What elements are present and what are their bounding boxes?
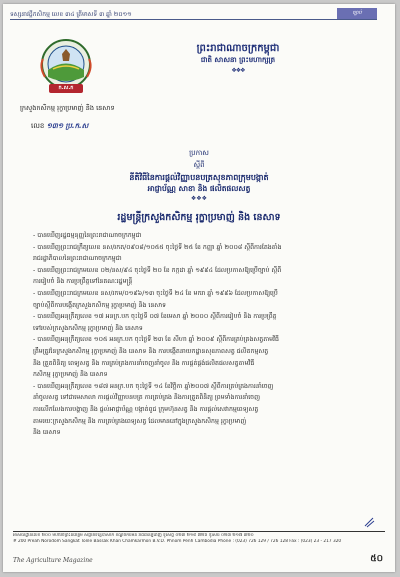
- title-about: ស្តីពី: [193, 161, 205, 169]
- preamble-line: - បានឃើញព្រះរាជក្រឹត្យលេខ នស/រកត/០៩០៨/១០៥៥ ចុះថ្ងៃទី ២៥ ខែ កញ្ញា ឆ្នាំ ២០០៨ ស្តីពីការតែងតាំង: [33, 243, 282, 251]
- kingdom-heading: ព្រះរាជាណាចក្រកម្ពុជា: [196, 43, 280, 54]
- section-badge: ច្បាប់: [337, 8, 377, 19]
- preamble-line: រាជរដ្ឋាភិបាលនៃព្រះរាជាណាចក្រកម្ពុជា: [33, 255, 122, 263]
- preamble-line: នាំចូលសត្វ ទៅជាមេសាលា ការផ្តល់វិញ្ញាបនបត្រ ការគ្រប់គ្រង និងការត្រួតពិនិត្យ ព្រមទាំងការនាំចេញ: [33, 394, 260, 402]
- preamble-line: ការលើកលែងការបង្ហាញ និង ផ្តល់អាជ្ញាប័ណ្ណ បង្កាត់ពូជ ក្រុមហ៊ុនសត្វ និង ការផ្តល់សេវាកម្មពេទ្យសត្វ: [33, 405, 259, 413]
- ornament-divider-2: ❖❖❖: [190, 195, 208, 202]
- ministry-logo: [31, 37, 101, 97]
- ref-suffix: ប្រ.ក.ស: [65, 122, 89, 130]
- preamble-line: ការរៀបចំ និង ការប្រព្រឹត្តទៅនៃគណៈរដ្ឋមន្ត្រី: [33, 278, 133, 286]
- preamble-line: - បានឃើញអនុក្រឹត្យលេខ ១៧ អនក្រ.បក ចុះថ្ងៃទី ០៧ ខែមេសា ឆ្នាំ ២០០០ ស្តីពីការរៀបចំ និង ការប្រព្រឹត្ត: [33, 313, 277, 321]
- preamble-line: និង ត្រួតពិនិត្យ ពេទ្យសត្វ និង ការគ្រប់គ្រងការនាំចេញនាំចូល និង ការផ្គត់ផ្គង់ផលិតផលសត្វតាមវិធី: [33, 359, 255, 367]
- handwritten-mark-icon: [363, 516, 375, 528]
- preamble-line: ច្បាប់ស្តីពីការបង្កើតក្រសួងកសិកម្ម រុក្ខាប្រមាញ់ និង នេសាទ: [33, 301, 167, 309]
- preamble-line: - បានឃើញព្រះរាជក្រមលេខ នស/រកម/០១៩៦/១៣ ចុះថ្ងៃទី ២៤ ខែ មករា ឆ្នាំ ១៩៩៦ ដែលប្រកាសឱ្យប្រើ: [33, 289, 278, 297]
- preamble-line: ទៅរបស់ក្រសួងកសិកម្ម រុក្ខាប្រមាញ់ និង នេសាទ: [33, 324, 143, 332]
- running-title: ទស្សនាវដ្តីកសិកម្ម លេខ ៣៤ ត្រីមាសទី ៣ ឆ្នាំ ២០១១: [10, 11, 132, 18]
- national-motto: ជាតិ សាសនា ព្រះមហាក្សត្រ: [200, 56, 276, 64]
- ornament-divider: ❖❖❖: [231, 67, 245, 74]
- ref-prefix: លេខ: [31, 122, 45, 130]
- title-line-1: នីតិវិធីនៃការផ្តល់វិញ្ញាបនបត្រសុខភាពក្រុមបង្កាត់: [129, 173, 269, 182]
- preamble-list: [33, 230, 368, 439]
- preamble-line: ត្រឹមត្រូវនៃក្រសួងកសិកម្ម រុក្ខាប្រមាញ់ និង នេសាទ និង ការបង្កើតនាយកដ្ឋានសុខភាពសត្វ ផលិតកម្មសត្វ: [33, 347, 269, 355]
- document-page: [3, 4, 395, 572]
- preamble-line: តាមរយៈក្រសួងកសិកម្ម និង ការគ្រប់គ្រងពេទ្យសត្វ ដែលមាននៅក្នុងក្រសួងកសិកម្ម រុក្ខាប្រមាញ់: [33, 417, 247, 425]
- footer-divider: [13, 531, 385, 532]
- preamble-line: - បានឃើញអនុក្រឹត្យលេខ ១០៥ អនក្រ.បក ចុះថ្ងៃទី ២៣ ខែ សីហា ឆ្នាំ ២០០៩ ស្តីពីការគ្រប់គ្រងសត្វតាមវិធី: [33, 336, 279, 344]
- footer-address-khmer: អាសយដ្ឋានលេខ ២០០ មហាវិថីព្រះនរោត្តម សង្កាត់ទន្លេបាសាក់ ខណ្ឌចំការមន រាជធានីភ្នំពេញ ទូរស័ព្ទ ០២៣ ២១៨ ៧២៦ ទូរសារ ០២៣ ២១៧ ៣២០: [13, 533, 254, 538]
- magazine-name: The Agriculture Magazine: [13, 557, 93, 564]
- preamble-line: និង នេសាទ: [33, 429, 61, 437]
- preamble-line: - បានឃើញរដ្ឋធម្មនុញ្ញនៃព្រះរាជាណាចក្រកម្ពុជា: [33, 232, 142, 239]
- running-header: [10, 10, 377, 20]
- document-type: ប្រកាស: [189, 149, 209, 157]
- page-number: ៥០: [370, 554, 383, 564]
- footer-address-english: # 200 Preah Norodom Sangkat Tonle Bassak Khan Chamkarmon B.V.D. Phnom Penh Cambodia Phone : (023) 726 129 / 726 128 Fax : (023) 23 - 217 320: [13, 539, 342, 544]
- reference-number: [31, 122, 88, 132]
- title-line-2: អាជ្ញាប័ណ្ណ សាខា និង ផលិតផលសត្វ: [147, 184, 251, 193]
- logo-ribbon: ក.ស.ក: [49, 84, 83, 93]
- issuing-ministry: ក្រសួងកសិកម្ម រុក្ខាប្រមាញ់ និង នេសាទ: [20, 104, 115, 112]
- preamble-line: - បានឃើញព្រះរាជក្រមលេខ ០២/នស/៩៤ ចុះថ្ងៃទី ២០ ខែ កក្កដា ឆ្នាំ ១៩៩៤ ដែលប្រកាសឱ្យប្រើច្បាប់ ស្តីពី: [33, 266, 282, 274]
- ref-number: ១៣១: [46, 122, 64, 130]
- preamble-line: កសិកម្ម រុក្ខាប្រមាញ់ និង នេសាទ: [33, 371, 108, 379]
- minister-heading: រដ្ឋមន្ត្រីក្រសួងកសិកម្ម រុក្ខាប្រមាញ់ និង នេសាទ: [117, 212, 281, 223]
- preamble-line: - បានឃើញអនុក្រឹត្យលេខ ១៨៧ អនក្រ.បក ចុះថ្ងៃទី ១៤ ខែវិច្ឆិកា ឆ្នាំ២០០៧ ស្តីពីការគ្រប់គ្រងការនាំចេញ: [33, 382, 274, 390]
